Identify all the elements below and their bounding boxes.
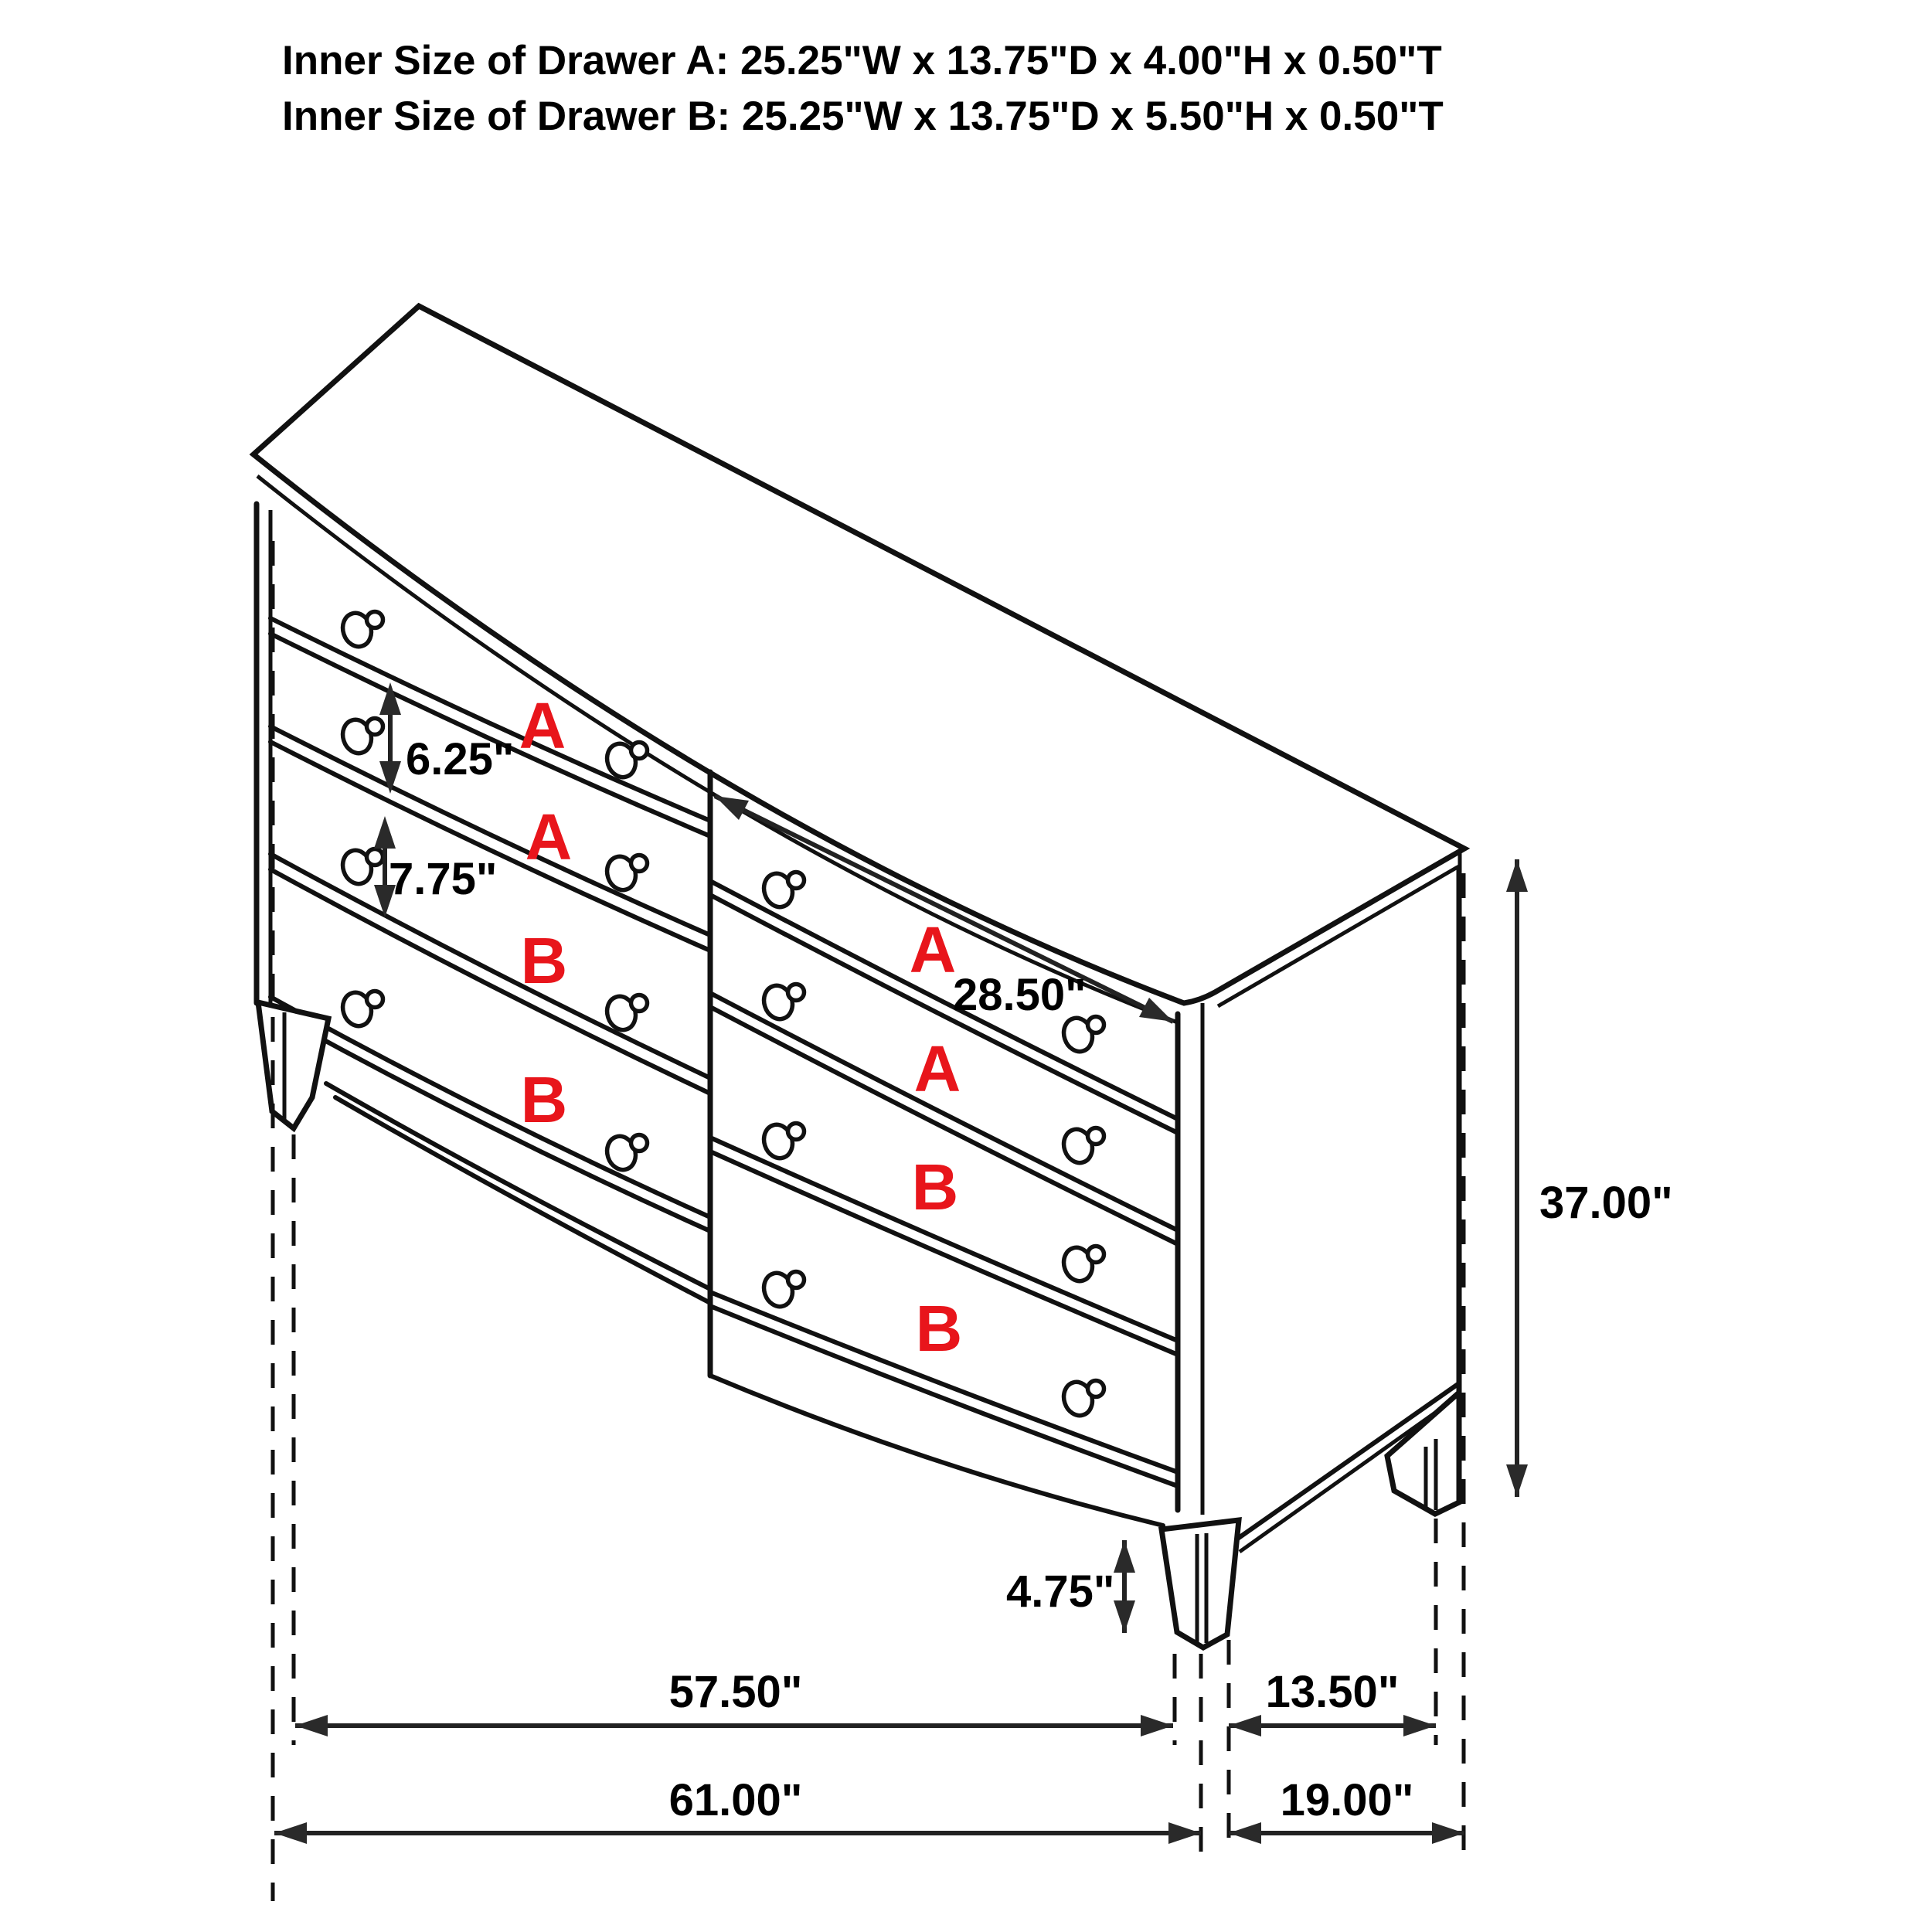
knob-icon (760, 982, 804, 1023)
dimension-overall-depth (1229, 1775, 1464, 1844)
dimension-label-13-50: 13.50" (1265, 1667, 1400, 1717)
drawer-label-left-4: B (520, 1063, 568, 1136)
front-left-foot (258, 1002, 328, 1128)
dimension-overall-width (274, 1775, 1201, 1844)
dimension-leg-height (1006, 1540, 1135, 1633)
dimension-label-37-00: 37.00" (1539, 1178, 1673, 1228)
knob-icon (338, 716, 383, 757)
dimension-feet-span-width (295, 1667, 1173, 1736)
knob-icon (338, 847, 383, 888)
knob-icon (760, 1270, 804, 1311)
drawer-label-right-1: A (909, 913, 957, 986)
header-drawer-a-size: Inner Size of Drawer A: 25.25"W x 13.75"D x 4.00"H x 0.50"T (282, 38, 1442, 83)
dimension-overall-height (1506, 859, 1673, 1497)
knob-icon (1060, 1244, 1104, 1285)
dimension-label-57-50: 57.50" (668, 1667, 803, 1717)
dimension-label-7-75: 7.75" (389, 854, 498, 904)
drawer-label-right-2: A (913, 1032, 961, 1105)
dimension-label-28-50: 28.50" (953, 970, 1087, 1020)
drawer-label-right-3: B (911, 1151, 959, 1223)
drawer-label-left-2: A (525, 801, 573, 873)
dimension-drawer-a-height (379, 682, 514, 794)
dimension-label-4-75: 4.75" (1006, 1566, 1115, 1617)
knob-icon (760, 870, 804, 911)
knob-icon (338, 989, 383, 1030)
front-right-foot (1162, 1520, 1239, 1648)
knob-icon (603, 1133, 647, 1174)
knob-icon (760, 1121, 804, 1162)
dimension-label-61-00: 61.00" (668, 1775, 803, 1825)
drawer-label-left-1: A (519, 689, 566, 762)
dresser-drawing (253, 306, 1464, 1648)
knob-icon (1060, 1379, 1104, 1420)
drawer-label-left-3: B (520, 924, 568, 997)
dimension-label-6-25: 6.25" (406, 734, 515, 784)
dimension-label-19-00: 19.00" (1280, 1775, 1414, 1825)
drawer-label-right-4: B (915, 1292, 963, 1365)
knob-icon (1060, 1015, 1104, 1056)
dimension-feet-span-depth (1229, 1667, 1436, 1736)
knob-icon (338, 610, 383, 651)
knob-icon (1060, 1126, 1104, 1167)
header-drawer-b-size: Inner Size of Drawer B: 25.25"W x 13.75"D x 5.50"H x 0.50"T (282, 94, 1444, 139)
